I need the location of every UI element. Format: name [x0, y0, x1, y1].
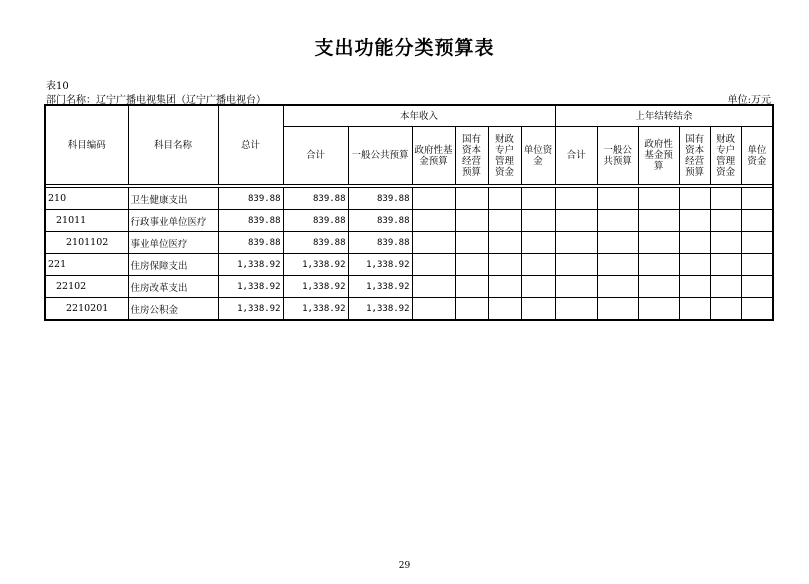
row-cy-general: 1,338.92	[348, 298, 412, 321]
header-total: 总计	[218, 105, 283, 185]
row-code: 21011	[45, 210, 128, 232]
header-co-fund: 政府性基金预算	[638, 127, 679, 185]
page-title: 支出功能分类预算表	[314, 37, 495, 59]
row-code: 2101102	[45, 232, 128, 254]
unit-label: 单位:万元	[727, 95, 771, 106]
row-code: 221	[45, 254, 128, 276]
row-name: 住房保障支出	[128, 254, 218, 276]
header-co-total: 合计	[555, 127, 597, 185]
row-cy-total: 1,338.92	[283, 276, 348, 298]
row-code: 22102	[45, 276, 128, 298]
table-number: 表10	[46, 81, 69, 92]
table-row	[45, 232, 773, 254]
table-row	[45, 254, 773, 276]
row-cy-general: 1,338.92	[348, 276, 412, 298]
row-total: 839.88	[218, 232, 283, 254]
table-row	[45, 298, 773, 321]
row-total: 1,338.92	[218, 254, 283, 276]
row-total: 1,338.92	[218, 276, 283, 298]
budget-table	[44, 104, 774, 321]
row-cy-general: 839.88	[348, 232, 412, 254]
row-cy-general: 1,338.92	[348, 254, 412, 276]
row-cy-total: 1,338.92	[283, 298, 348, 321]
department-name: 部门名称：辽宁广播电视集团（辽宁广播电视台）	[46, 95, 266, 106]
header-current-year: 本年收入	[283, 105, 555, 127]
row-total: 839.88	[218, 188, 283, 210]
row-cy-total: 839.88	[283, 210, 348, 232]
row-name: 住房改革支出	[128, 276, 218, 298]
row-cy-general: 839.88	[348, 188, 412, 210]
row-total: 1,338.92	[218, 298, 283, 321]
header-cy-total: 合计	[283, 127, 348, 185]
table-row	[45, 188, 773, 210]
row-cy-total: 839.88	[283, 232, 348, 254]
row-name: 住房公积金	[128, 298, 218, 321]
header-cy-fund: 政府性基金预算	[412, 127, 455, 185]
header-co-state-capital: 国有资本经营预算	[679, 127, 710, 185]
row-cy-total: 839.88	[283, 188, 348, 210]
header-name: 科目名称	[128, 105, 218, 185]
header-cy-state-capital: 国有资本经营预算	[455, 127, 488, 185]
header-co-general: 一般公共预算	[597, 127, 638, 185]
table-row	[45, 210, 773, 232]
header-cy-special-account: 财政专户管理资金	[488, 127, 521, 185]
table-row	[45, 276, 773, 298]
header-cy-general: 一般公共预算	[348, 127, 412, 185]
header-carryover: 上年结转结余	[555, 105, 773, 127]
header-code: 科目编码	[45, 105, 128, 185]
row-cy-general: 839.88	[348, 210, 412, 232]
row-code: 2210201	[45, 298, 128, 321]
row-name: 事业单位医疗	[128, 232, 218, 254]
header-co-unit-funds: 单位资金	[741, 127, 773, 185]
row-cy-total: 1,338.92	[283, 254, 348, 276]
row-name: 卫生健康支出	[128, 188, 218, 210]
header-co-special-account: 财政专户管理资金	[710, 127, 741, 185]
page-number: 29	[398, 561, 411, 571]
row-name: 行政事业单位医疗	[128, 210, 218, 232]
row-code: 210	[45, 188, 128, 210]
row-total: 839.88	[218, 210, 283, 232]
header-cy-unit-funds: 单位资金	[521, 127, 555, 185]
